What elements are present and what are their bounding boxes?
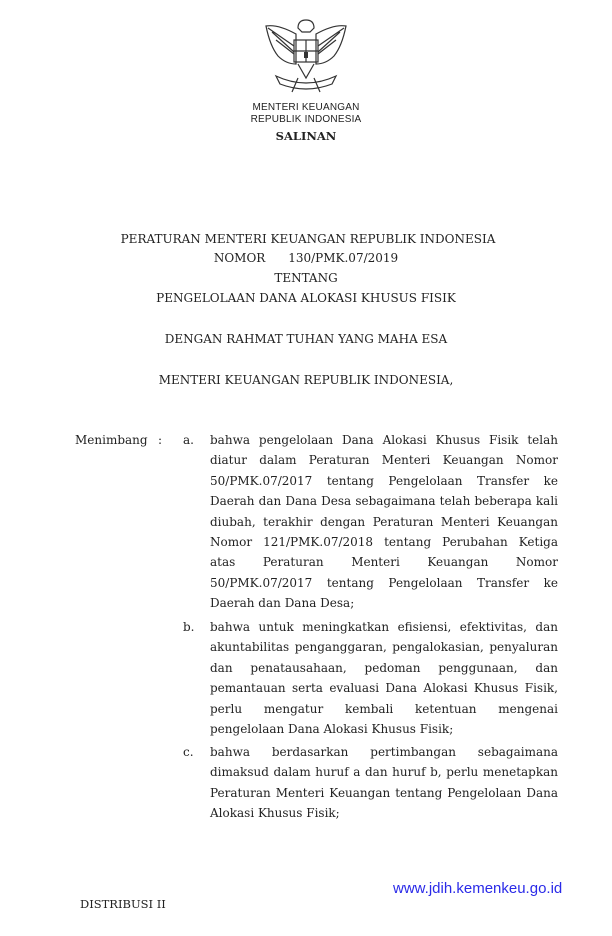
- text-line: bahwa pengelolaan Dana Alokasi Khusus Fisik telah: [210, 433, 558, 447]
- text-line: pengelolaan Dana Alokasi Khusus Fisik;: [210, 721, 454, 736]
- tentang-label: TENTANG: [274, 271, 338, 285]
- text-line: Daerah dan Dana Desa sebagaimana telah beberapa kali: [210, 494, 558, 509]
- text-line: pemantauan serta evaluasi Dana Alokasi Khusus Fisik,: [210, 681, 558, 696]
- salinan-stamp: SALINAN: [275, 129, 337, 143]
- item-letter: b.: [183, 620, 195, 634]
- menimbang-colon: :: [158, 433, 163, 447]
- institution-line2: REPUBLIK INDONESIA: [250, 114, 362, 125]
- text-line: bahwa berdasarkan pertimbangan sebagaimana: [210, 745, 558, 759]
- text-line: Peraturan Menteri Keuangan tentang Pengelolaan Dana: [210, 785, 558, 800]
- consideration-a: [210, 430, 558, 614]
- item-letter: a.: [183, 433, 194, 447]
- authority: MENTERI KEUANGAN REPUBLIK INDONESIA,: [158, 373, 454, 387]
- menimbang-label: Menimbang: [75, 433, 148, 447]
- regulation-title: PERATURAN MENTERI KEUANGAN REPUBLIK INDONESIA: [120, 232, 496, 246]
- text-line: 50/PMK.07/2017 tentang Pengelolaan Transfer ke: [210, 575, 558, 590]
- item-letter: c.: [183, 745, 194, 759]
- text-line: perlu mengatur kembali ketentuan mengenai: [210, 701, 558, 716]
- text-line: Alokasi Khusus Fisik;: [210, 806, 340, 821]
- consideration-c: [210, 742, 558, 824]
- nomor-label: NOMOR: [213, 251, 266, 265]
- nomor-value: 130/PMK.07/2019: [288, 251, 399, 265]
- text-line: diatur dalam Peraturan Menteri Keuangan Nomor: [210, 453, 558, 468]
- text-line: 50/PMK.07/2017 tentang Pengelolaan Transfer ke: [210, 473, 558, 488]
- text-line: atas Peraturan Menteri Keuangan Nomor: [210, 555, 558, 570]
- text-line: Nomor 121/PMK.07/2018 tentang Perubahan Ketiga: [210, 534, 558, 549]
- text-line: dimaksud dalam huruf a dan huruf b, perlu menetapkan: [210, 765, 558, 780]
- text-line: akuntabilitas penganggaran, pengalokasian, penyaluran: [210, 640, 558, 655]
- distribution-label: DISTRIBUSI II: [80, 897, 166, 911]
- regulation-number: [0, 250, 612, 266]
- text-line: dan penatausahaan, pedoman penggunaan, dan: [210, 660, 558, 675]
- text-line: diubah, terakhir dengan Peraturan Menteri Keuangan: [210, 514, 558, 529]
- jdih-url-link[interactable]: www.jdih.kemenkeu.go.id: [393, 880, 563, 897]
- consideration-b: [210, 617, 558, 739]
- text-line: bahwa untuk meningkatkan efisiensi, efektivitas, dan: [210, 620, 558, 634]
- preamble: DENGAN RAHMAT TUHAN YANG MAHA ESA: [164, 332, 448, 346]
- garuda-emblem-icon: [262, 12, 350, 98]
- institution-line1: MENTERI KEUANGAN: [252, 102, 360, 113]
- text-line: Daerah dan Dana Desa;: [210, 596, 355, 611]
- regulation-subject: PENGELOLAAN DANA ALOKASI KHUSUS FISIK: [156, 291, 456, 305]
